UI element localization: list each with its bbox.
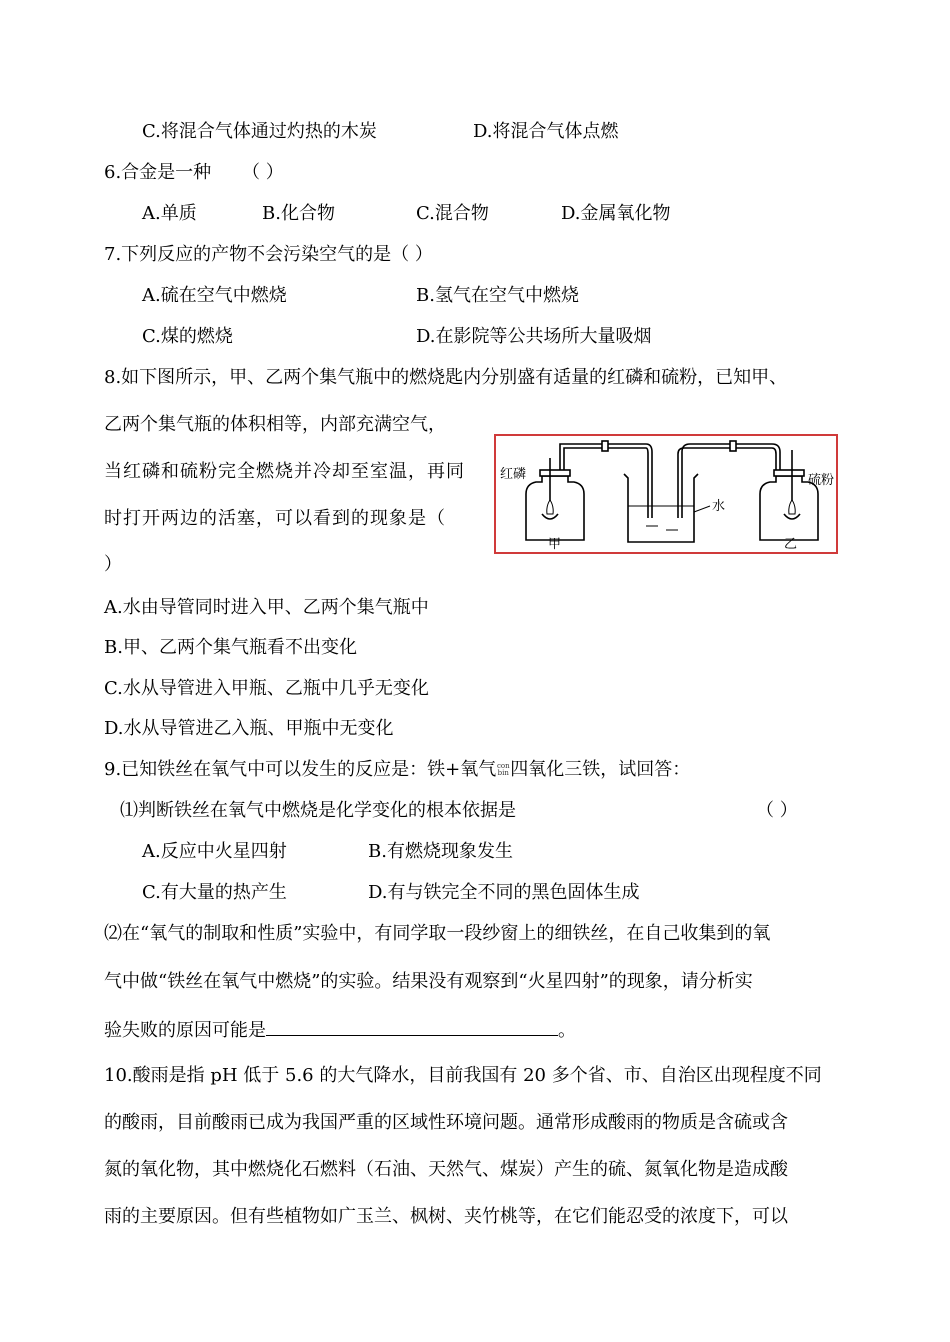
q10-line2: 的酸雨，目前酸雨已成为我国严重的区域性环境问题。通常形成酸雨的物质是含硫或含: [104, 1112, 788, 1133]
q8-option-b: B.甲、乙两个集气瓶看不出变化: [104, 637, 357, 658]
q5-option-c: C.将混合气体通过灼热的木炭: [142, 121, 377, 142]
q8-option-d: D.水从导管进乙入瓶、甲瓶中无变化: [104, 718, 394, 739]
q9-sub2-line1: ⑵在“氧气的制取和性质”实验中，有同学取一段纱窗上的细铁丝，在自己收集到的氧: [104, 923, 771, 944]
q7-option-b: B.氢气在空气中燃烧: [416, 285, 579, 306]
q5-option-d: D.将混合气体点燃: [473, 121, 619, 142]
q9-sub1-stem: ⑴判断铁丝在氧气中燃烧是化学变化的根本依据是: [120, 800, 516, 821]
q10-line3: 氮的氧化物，其中燃烧化石燃料（石油、天然气、煤炭）产生的硫、氮氧化物是造成酸: [104, 1159, 788, 1180]
q9-option-c: C.有大量的热产生: [142, 882, 287, 903]
label-red-phosphorus: 红磷: [500, 467, 527, 482]
q6-option-c: C.混合物: [416, 203, 489, 224]
q8-stem-line5: ）: [104, 554, 122, 575]
label-sulfur-powder: 硫粉: [808, 473, 835, 488]
answer-blank[interactable]: [266, 1017, 558, 1036]
q7-option-a: A.硫在空气中燃烧: [142, 285, 287, 306]
q10-line4: 雨的主要原因。但有些植物如广玉兰、枫树、夹竹桃等，在它们能忍受的浓度下，可以: [104, 1206, 788, 1227]
q6-option-a: A.单质: [142, 203, 197, 224]
condition-bottom: bin: [497, 769, 509, 777]
q8-stem-line4: 时打开两边的活塞，可以看到的现象是（: [104, 508, 446, 529]
q9-sub2-line3-post: 。: [558, 1020, 576, 1041]
label-bottle-jia: 甲: [548, 537, 562, 552]
label-water: 水: [712, 499, 726, 514]
q9-stem-pre: 9.已知铁丝在氧气中可以发生的反应是：铁+氧气: [104, 759, 497, 780]
q9-option-b: B.有燃烧现象发生: [368, 841, 513, 862]
q8-stem-line1: 8.如下图所示，甲、乙两个集气瓶中的燃烧匙内分别盛有适量的红磷和硫粉，已知甲、: [104, 367, 788, 388]
apparatus-diagram: [496, 436, 836, 552]
q10-line1: 10.酸雨是指 pH 低于 5.6 的大气降水，目前我国有 20 多个省、市、自治区出现程度不同: [104, 1065, 822, 1086]
condition-top: con: [496, 762, 510, 770]
q9-option-d: D.有与铁完全不同的黑色固体生成: [368, 882, 640, 903]
q6-answer-paren: （ ）: [242, 162, 284, 183]
q8-stem-line2: 乙两个集气瓶的体积相等，内部充满空气，: [104, 414, 446, 435]
q6-option-d: D.金属氧化物: [561, 203, 671, 224]
apparatus-figure: [494, 434, 838, 554]
q9-stem-post: 四氧化三铁，试回答：: [510, 759, 691, 780]
q9-stem: [104, 758, 690, 782]
q9-sub2-line3: [104, 1017, 576, 1043]
label-bottle-yi: 乙: [784, 537, 798, 552]
q7-stem: 7.下列反应的产物不会污染空气的是（ ）: [104, 244, 433, 265]
q8-option-a: A.水由导管同时进入甲、乙两个集气瓶中: [104, 597, 429, 618]
q6-option-b: B.化合物: [262, 203, 335, 224]
q8-option-c: C.水从导管进入甲瓶、乙瓶中几乎无变化: [104, 678, 429, 699]
q7-option-c: C.煤的燃烧: [142, 326, 233, 347]
q8-stem-line3: 当红磷和硫粉完全燃烧并冷却至室温，再同: [104, 461, 465, 482]
q9-sub2-line2: 气中做“铁丝在氧气中燃烧”的实验。结果没有观察到“火星四射”的现象，请分析实: [104, 971, 753, 992]
reaction-condition: [496, 763, 510, 777]
q9-sub2-line3-pre: 验失败的原因可能是: [104, 1020, 266, 1041]
q9-option-a: A.反应中火星四射: [142, 841, 287, 862]
q6-stem: 6.合金是一种: [104, 162, 212, 183]
q9-sub1-paren: （ ）: [756, 800, 798, 821]
q7-option-d: D.在影院等公共场所大量吸烟: [416, 326, 652, 347]
